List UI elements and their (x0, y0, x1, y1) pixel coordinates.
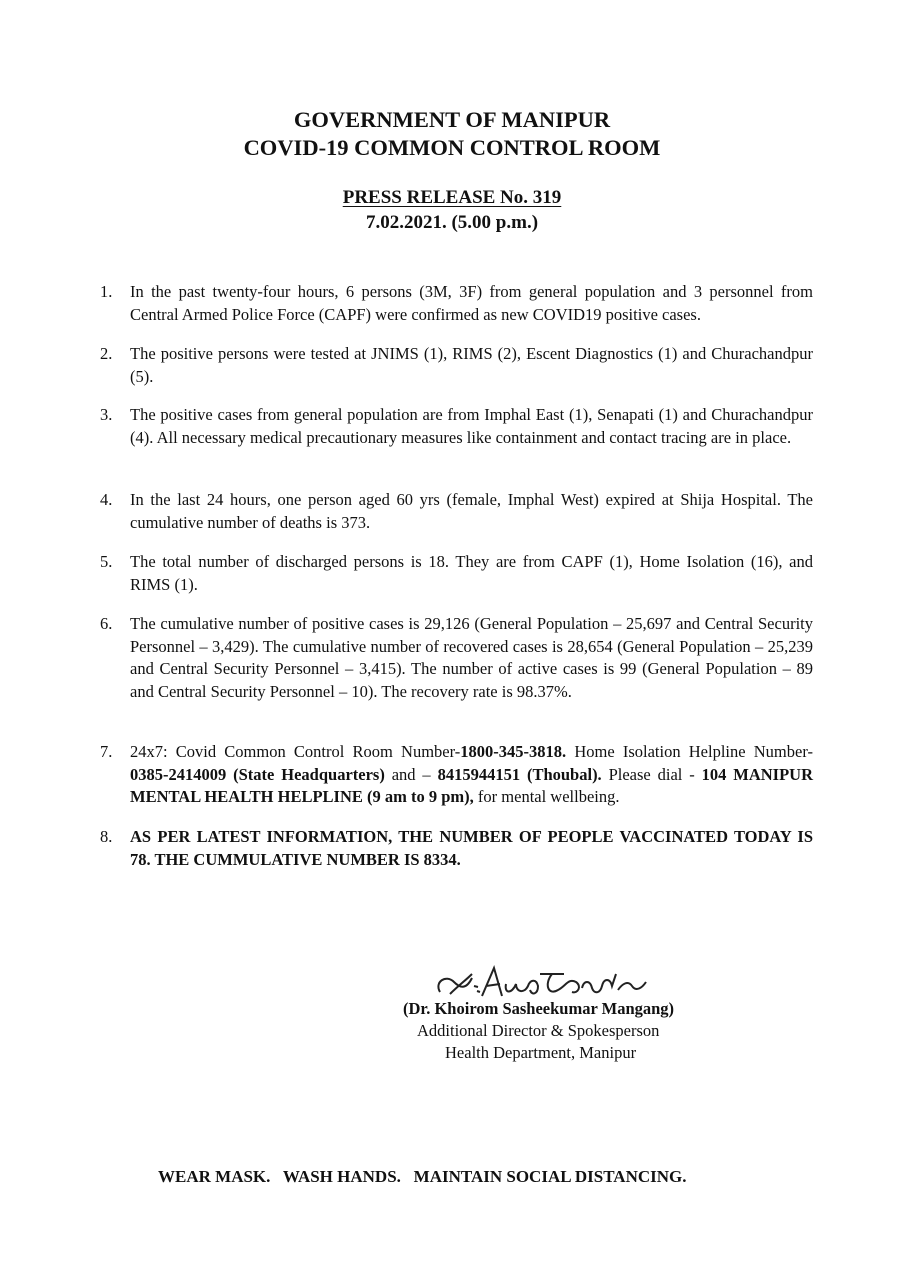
control-room-number: 1800-345-3818. (460, 742, 567, 761)
press-release-datetime: 7.02.2021. (5.00 p.m.) (365, 212, 539, 233)
item-number: 1. (100, 282, 113, 301)
item-text-part: and – (384, 764, 438, 784)
item-number: 6. (100, 614, 113, 633)
header-control-room: COVID-19 COMMON CONTROL ROOM (243, 135, 661, 160)
item-number: 5. (100, 552, 113, 571)
item-text: The total number of discharged persons is 18. They are from CAPF (1), Home Isolation (16), and RIMS (1). (130, 552, 813, 594)
state-hq-helpline: 0385-2414009 (State Headquarters) (130, 764, 385, 784)
item-number: 7. (100, 742, 113, 761)
item-text-vaccination: AS PER LATEST INFORMATION, THE NUMBER OF PEOPLE VACCINATED TODAY IS 78. THE CUMMULATIVE NUMBER IS 8334. (130, 827, 813, 869)
footer-slogan: WEAR MASK. WASH HANDS. MAINTAIN SOCIAL DISTANCING. (158, 1167, 687, 1186)
item-number: 8. (100, 827, 113, 846)
signatory-title: Additional Director & Spokesperson (417, 1021, 660, 1040)
mental-health-helpline: 104 MANIPUR MENTAL HEALTH HELPLINE (9 am to 9 pm), (130, 764, 813, 806)
signatory-department: Health Department, Manipur (445, 1043, 637, 1062)
item-text-part: Please dial - (601, 764, 702, 784)
item-text: In the past twenty-four hours, 6 persons (3M, 3F) from general population and 3 personnel from Central Armed Police Force (CAPF) were confirmed as new COVID19 positive cases. (130, 282, 813, 324)
item-text-part: 24x7: Covid Common Control Room Number- (130, 742, 461, 761)
item-text: In the last 24 hours, one person aged 60 yrs (female, Imphal West) expired at Shija Hospital. The cumulative number of deaths is 373. (130, 490, 813, 532)
press-release-number-text: PRESS RELEASE No. 319 (342, 187, 562, 208)
item-number: 3. (100, 405, 113, 424)
item-number: 4. (100, 490, 113, 509)
press-release-number (0, 185, 904, 211)
item-text (130, 741, 813, 809)
item-text-part: for mental wellbeing. (473, 787, 620, 806)
item-text: The cumulative number of positive cases is 29,126 (General Population – 25,697 and Central Security Personnel – 3,429). The cumulative number of recovered cases is 28,654 (General Population – 25,239 and Central Security Personnel – 3,415). The number of active cases is 99 (General Population – 89 and Central Security Personnel – 10). The recovery rate is 98.37%. (130, 614, 813, 701)
item-text: The positive persons were tested at JNIMS (1), RIMS (2), Escent Diagnostics (1) and Churachandpur (5). (130, 344, 813, 386)
thoubal-helpline: 8415944151 (Thoubal). (437, 764, 602, 784)
signatory-name: (Dr. Khoirom Sasheekumar Mangang) (403, 999, 675, 1018)
item-text-part: Home Isolation Helpline Number- (566, 742, 813, 761)
header-government: GOVERNMENT OF MANIPUR (293, 107, 611, 132)
item-text: The positive cases from general population are from Imphal East (1), Senapati (1) and Churachandpur (4). All necessary medical precautionary measures like containment and contact tracing are in place. (130, 405, 813, 447)
item-number: 2. (100, 344, 113, 363)
